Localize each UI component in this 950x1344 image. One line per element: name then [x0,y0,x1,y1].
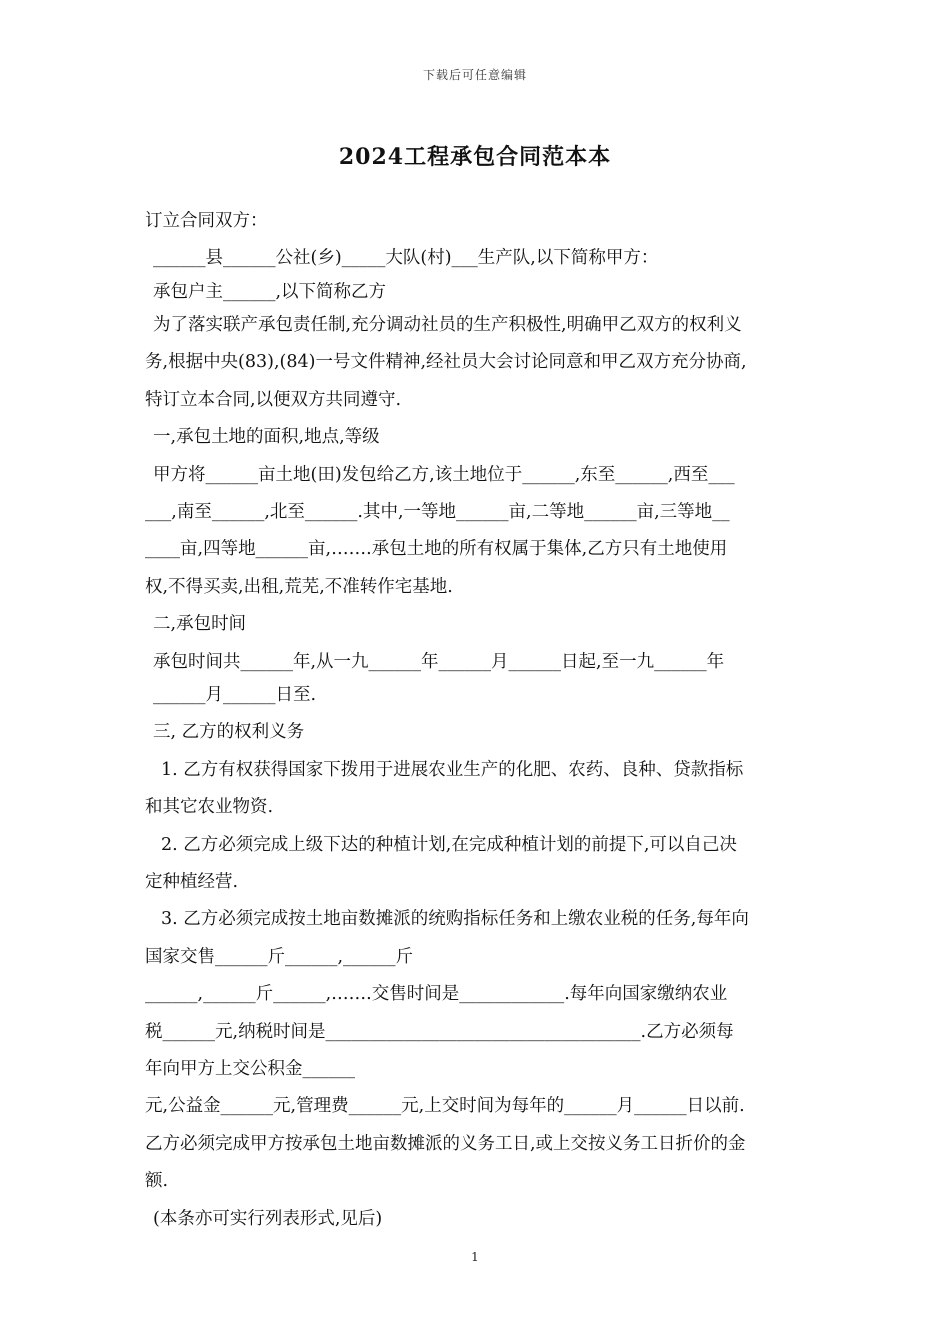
header-note: 下载后可任意编辑 [422,68,527,82]
section-1-text-2: ___,南至______,北至______.其中,一等地______亩,二等地______亩,三等地__ [145,501,730,522]
clause-3-text-4: 税______元,纳税时间是____________________________________.乙方必须每 [145,1021,734,1042]
section-1-heading: 一,承包土地的面积,地点,等级 [153,427,380,448]
clause-3-text-8: 额. [145,1171,169,1192]
clause-1-text-2: 和其它农业物资. [145,797,274,818]
clause-2-text-2: 定种植经营. [145,872,239,893]
preamble-line-2: 务,根据中央(83),(84)一号文件精神,经社员大会讨论同意和甲乙双方充分协商, [145,352,747,373]
clause-3-text-3: ______,______斤______,…….交售时间是____________.每年向国家缴纳农业 [145,984,728,1005]
party-a-line: ______县______公社(乡)_____大队(村)___生产队,以下简称甲方： [153,248,659,269]
section-2-text-1: 承包时间共______年,从一九______年______月______日起,至一九______年 [153,651,725,672]
party-b-line: 承包户主______,以下简称乙方 [153,281,387,302]
contract-parties-heading: 订立合同双方： [145,211,268,231]
clause-3-text-5: 年向甲方上交公积金______ [145,1059,355,1079]
section-1-text-3: ____亩,四等地______亩,…….承包土地的所有权属于集体,乙方只有土地使用 [145,539,728,560]
document-title: 2024工程承包合同范本本 [338,144,612,170]
section-3-heading: 三, 乙方的权利义务 [153,722,305,743]
clause-1-text-1: 1. 乙方有权获得国家下拨用于进展农业生产的化肥、农药、良种、贷款指标 [161,759,744,780]
section-2-text-2: ______月______日至. [153,685,317,706]
clause-2-text-1: 2. 乙方必须完成上级下达的种植计划,在完成种植计划的前提下,可以自己决 [161,834,737,855]
preamble-line-1: 为了落实联产承包责任制,充分调动社员的生产积极性,明确甲乙双方的权利义 [153,314,742,335]
contract-body [145,211,810,1246]
clause-3-text-2: 国家交售______斤______,______斤 [145,946,414,967]
page-number: 1 [471,1250,479,1264]
table-note: (本条亦可实行列表形式,见后) [153,1208,383,1229]
clause-3-text-6: 元,公益金______元,管理费______元,上交时间为每年的______月______日以前. [145,1096,745,1117]
section-2-heading: 二,承包时间 [153,614,247,635]
clause-3-text-1: 3. 乙方必须完成按土地亩数摊派的统购指标任务和上缴农业税的任务,每年向 [161,909,749,930]
clause-3-text-7: 乙方必须完成甲方按承包土地亩数摊派的义务工日,或上交按义务工日折价的金 [145,1133,746,1154]
section-1-text-4: 权,不得买卖,出租,荒芜,不准转作宅基地. [145,576,453,597]
preamble-line-3: 特订立本合同,以便双方共同遵守. [145,389,402,410]
section-1-text-1: 甲方将______亩土地(田)发包给乙方,该土地位于______,东至______,西至___ [153,464,735,485]
